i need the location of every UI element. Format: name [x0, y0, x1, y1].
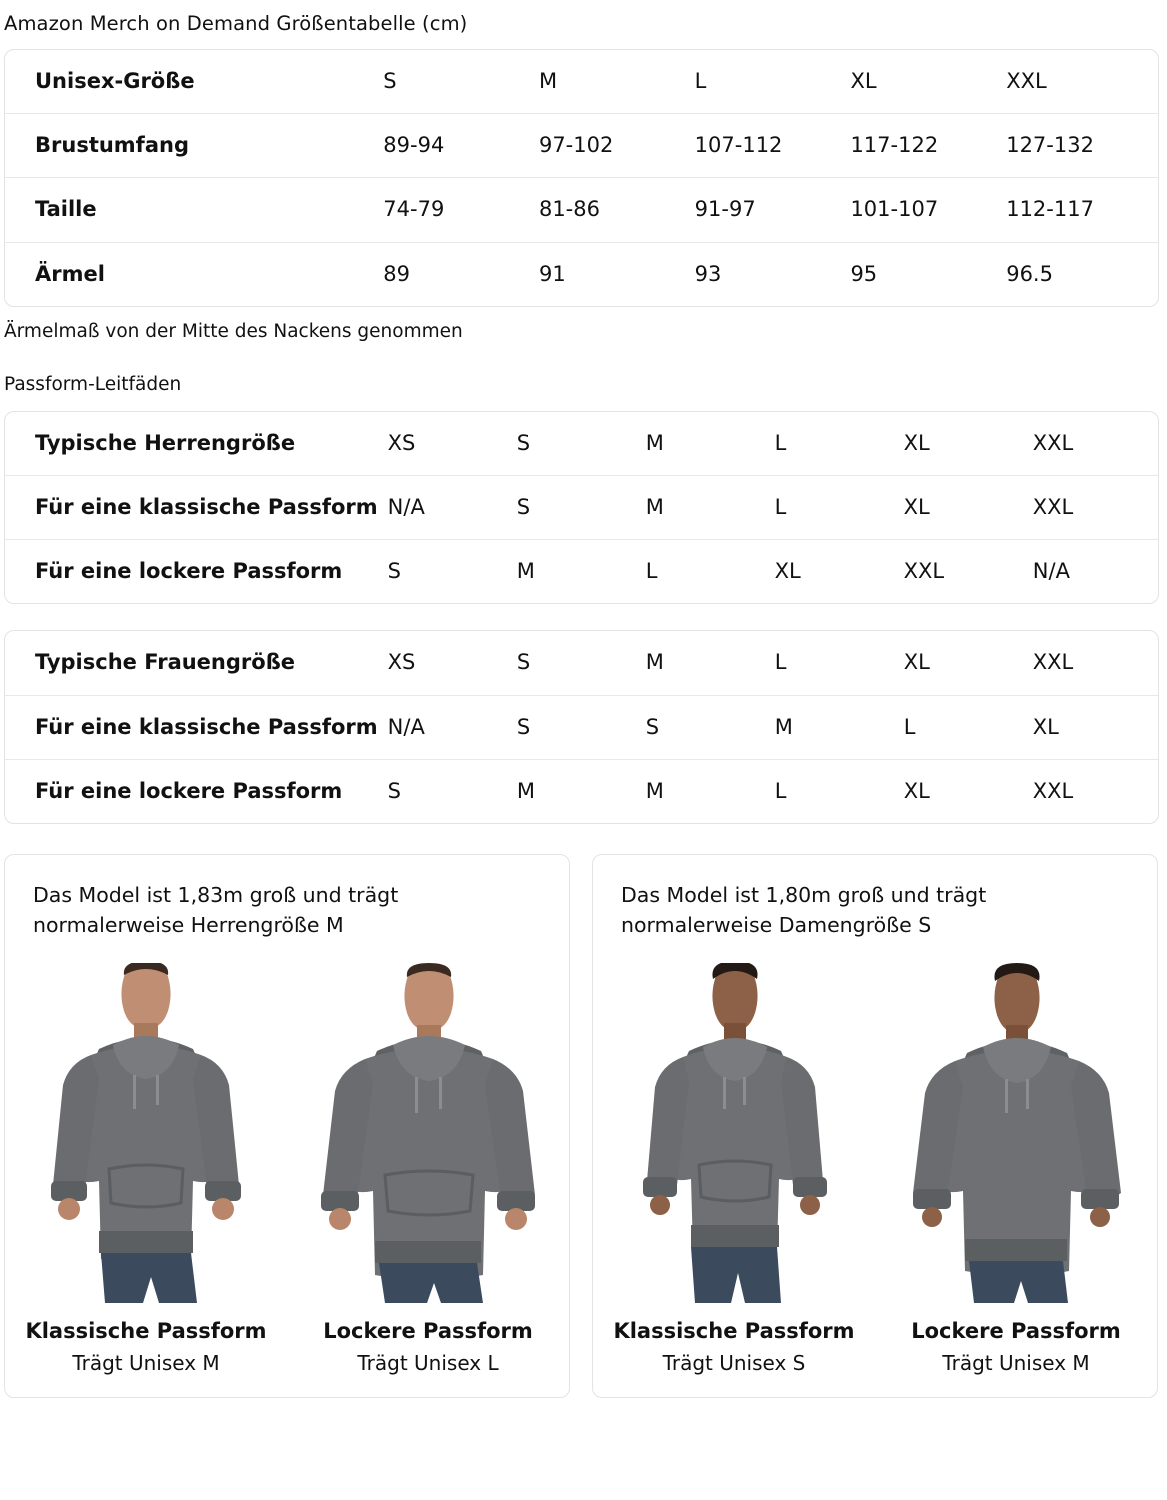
mens-model-caption: Das Model ist 1,83m groß und trägt normalerweise Herrengröße M — [33, 882, 399, 937]
row-value: L — [774, 494, 787, 519]
row-value: M — [516, 778, 535, 803]
row-value: XS — [387, 650, 416, 675]
row-value: XL — [1032, 714, 1059, 739]
mens-classic-fit-label — [5, 1319, 287, 1375]
table-row — [5, 177, 1158, 241]
womens-figure-row — [593, 953, 1157, 1303]
womens-fit-guide-table — [4, 630, 1159, 824]
row-value: S — [516, 650, 531, 675]
row-value: M — [538, 69, 558, 93]
row-value: 127-132 — [1006, 133, 1094, 158]
row-value: L — [774, 778, 787, 803]
row-value: S — [516, 494, 531, 519]
row-value: M — [645, 778, 664, 803]
row-value: XL — [903, 650, 930, 675]
row-value: 101-107 — [850, 197, 939, 222]
table-row — [5, 412, 1158, 475]
womens-relaxed-fit-figure — [881, 963, 1151, 1303]
row-value: M — [645, 494, 664, 519]
row-value: 89-94 — [383, 133, 445, 158]
sleeve-measurement-note: Ärmelmaß von der Mitte des Nackens genommen — [4, 320, 463, 342]
row-value: S — [383, 69, 397, 93]
row-value: S — [645, 714, 660, 739]
mens-relaxed-fit-label — [287, 1319, 569, 1375]
fit-name: Lockere Passform — [911, 1318, 1121, 1343]
row-label: Für eine klassische Passform — [35, 714, 378, 739]
row-value: 91 — [538, 261, 566, 286]
row-value: N/A — [1032, 559, 1070, 584]
row-value: XL — [903, 494, 930, 519]
womens-model-caption: Das Model ist 1,80m groß und trägt normalerweise Damengröße S — [621, 882, 987, 937]
womens-classic-fit-figure — [599, 963, 869, 1303]
row-label: Ärmel — [35, 261, 105, 286]
row-value: XXL — [1032, 778, 1074, 803]
row-value: N/A — [387, 494, 425, 519]
mens-figure-row — [5, 953, 569, 1303]
row-value: XXL — [1032, 494, 1074, 519]
table-row — [5, 242, 1158, 306]
male-model-relaxed-illustration — [303, 963, 553, 1303]
row-value: 95 — [850, 261, 878, 286]
row-value: 81-86 — [538, 197, 600, 222]
fit-name: Klassische Passform — [613, 1318, 855, 1343]
table-row — [5, 50, 1158, 113]
row-label: Für eine lockere Passform — [35, 778, 343, 803]
womens-model-panel — [592, 854, 1158, 1398]
female-model-relaxed-illustration — [891, 963, 1141, 1303]
row-value: 112-117 — [1006, 197, 1094, 222]
row-value: 89 — [383, 261, 411, 286]
row-label: Für eine lockere Passform — [35, 559, 343, 584]
row-value: XL — [850, 69, 877, 93]
male-model-classic-illustration — [21, 963, 271, 1303]
row-value: L — [774, 430, 787, 455]
womens-relaxed-fit-label — [875, 1319, 1157, 1375]
fit-wears: Trägt Unisex L — [357, 1350, 499, 1375]
row-value: 96.5 — [1006, 261, 1053, 286]
table-row — [5, 113, 1158, 177]
row-value: 97-102 — [538, 133, 614, 158]
row-value: XXL — [1006, 69, 1047, 93]
row-label: Unisex-Größe — [35, 69, 195, 93]
row-label: Typische Frauengröße — [35, 650, 296, 675]
mens-relaxed-fit-figure — [293, 963, 563, 1303]
row-value: N/A — [387, 714, 425, 739]
mens-fit-guide-table — [4, 411, 1159, 605]
row-value: XL — [774, 559, 801, 584]
mens-classic-fit-figure — [11, 963, 281, 1303]
page-title: Amazon Merch on Demand Größentabelle (cm) — [4, 12, 468, 35]
row-value: S — [387, 778, 401, 803]
row-value: XXL — [903, 559, 945, 584]
row-value: 107-112 — [694, 133, 783, 158]
row-value: 91-97 — [694, 197, 756, 222]
fit-wears: Trägt Unisex M — [72, 1350, 220, 1375]
row-value: L — [774, 650, 787, 675]
fit-wears: Trägt Unisex S — [662, 1350, 806, 1375]
row-value: M — [645, 650, 664, 675]
row-value: L — [903, 714, 916, 739]
table-row — [5, 539, 1158, 603]
row-value: L — [645, 559, 658, 584]
fit-wears: Trägt Unisex M — [942, 1350, 1090, 1375]
row-label: Typische Herrengröße — [35, 430, 296, 455]
row-value: M — [645, 430, 664, 455]
row-value: XL — [903, 430, 930, 455]
table-row — [5, 475, 1158, 539]
row-value: XS — [387, 430, 416, 455]
table-row — [5, 759, 1158, 823]
row-value: XXL — [1032, 430, 1074, 455]
row-value: S — [387, 559, 401, 584]
row-value: S — [516, 714, 531, 739]
row-value: M — [516, 559, 535, 584]
row-value: L — [694, 69, 707, 93]
fit-guides-heading: Passform-Leitfäden — [4, 373, 182, 395]
row-value: 93 — [694, 261, 722, 286]
fit-name: Klassische Passform — [25, 1318, 267, 1343]
row-value: XL — [903, 778, 930, 803]
table-row — [5, 695, 1158, 759]
row-label: Brustumfang — [35, 133, 189, 158]
model-panels — [4, 854, 1163, 1398]
row-value: 117-122 — [850, 133, 939, 158]
row-value: S — [516, 430, 531, 455]
mens-model-panel — [4, 854, 570, 1398]
fit-name: Lockere Passform — [323, 1318, 533, 1343]
row-label: Für eine klassische Passform — [35, 494, 378, 519]
unisex-size-table — [4, 49, 1159, 307]
womens-classic-fit-label — [593, 1319, 875, 1375]
womens-figure-labels — [593, 1319, 1157, 1375]
female-model-classic-illustration — [609, 963, 859, 1303]
row-value: XXL — [1032, 650, 1074, 675]
row-label: Taille — [35, 197, 97, 222]
mens-figure-labels — [5, 1319, 569, 1375]
table-row — [5, 631, 1158, 694]
row-value: 74-79 — [383, 197, 445, 222]
row-value: M — [774, 714, 793, 739]
